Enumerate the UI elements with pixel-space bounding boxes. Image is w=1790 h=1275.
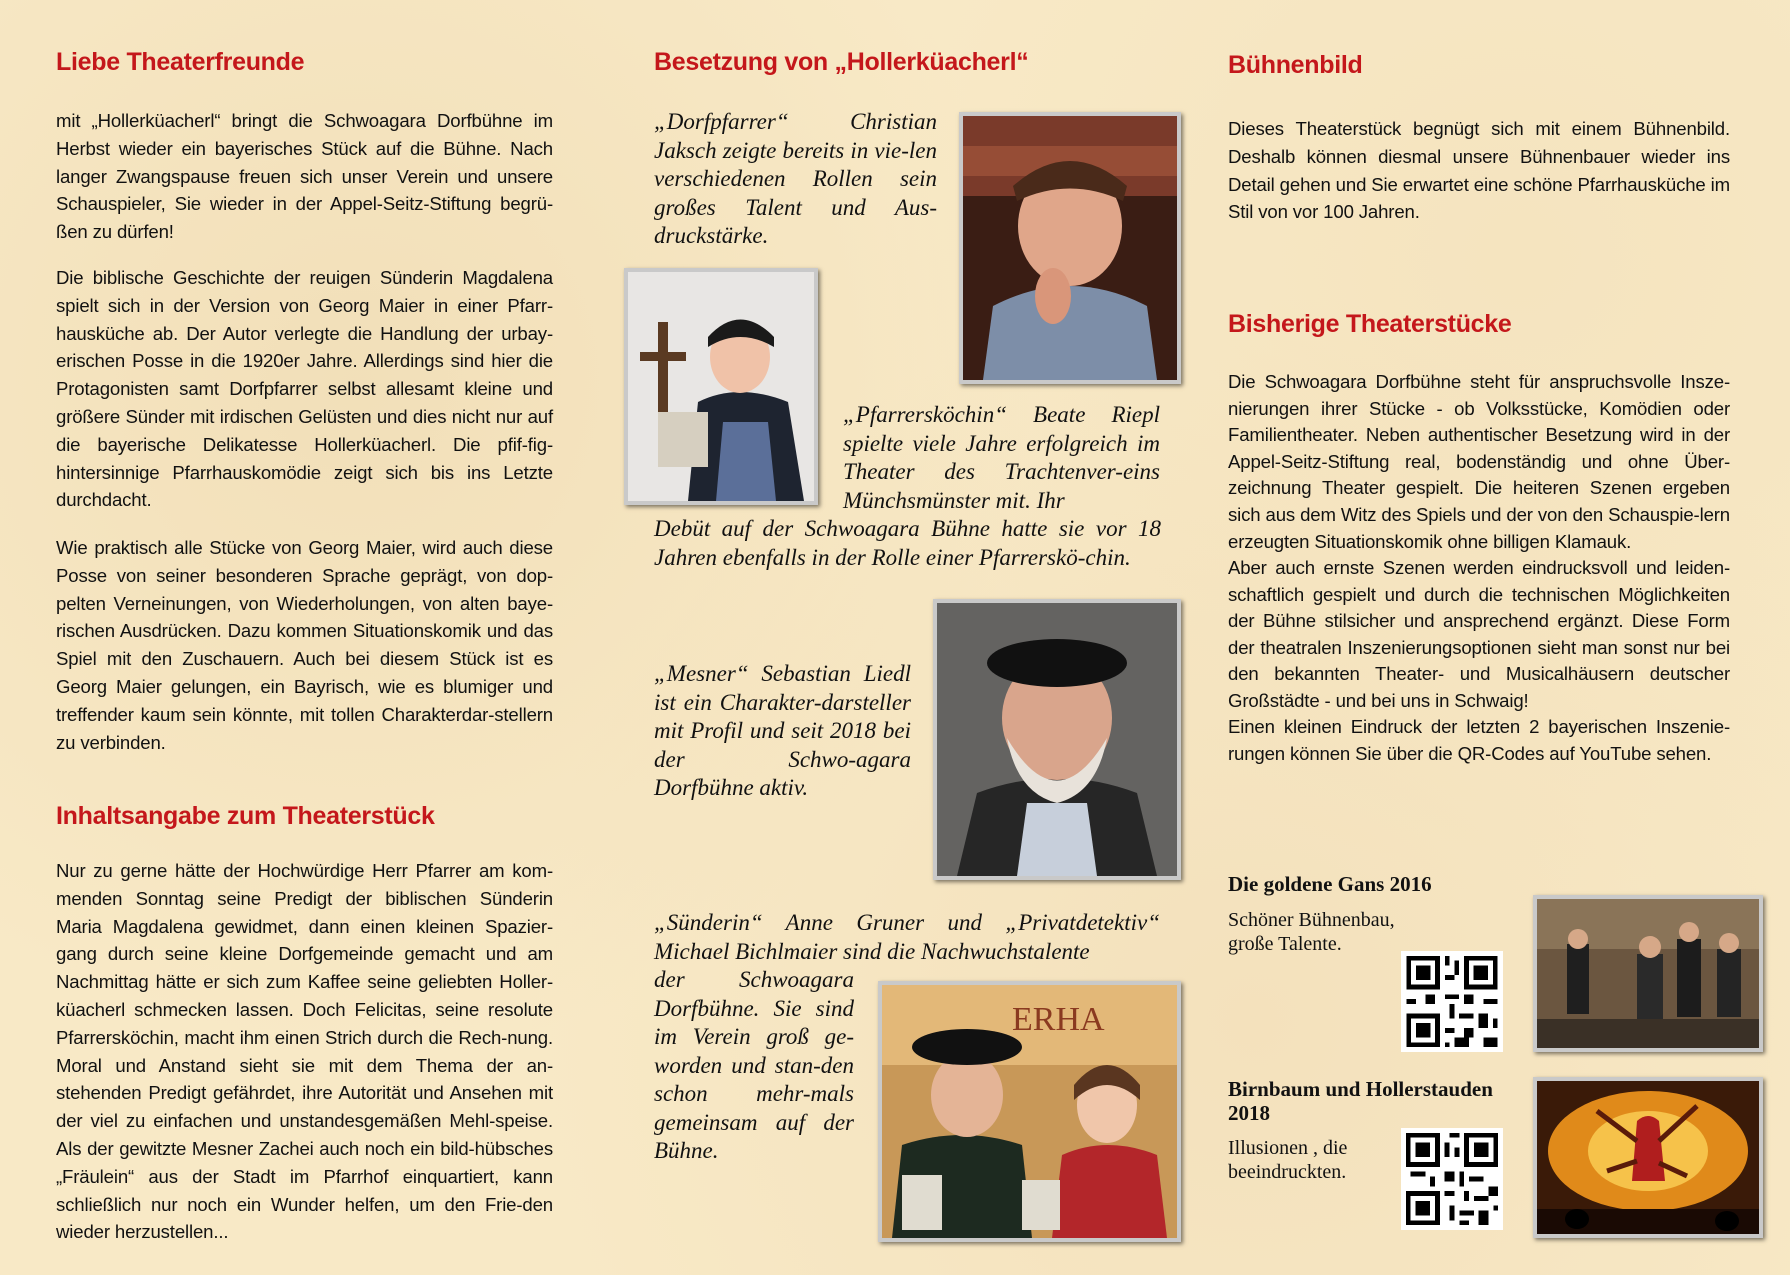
heading-buehnenbild: Bühnenbild [1228, 51, 1363, 79]
language-paragraph: Wie praktisch alle Stücke von Georg Maier, wird auch diese Posse von seiner besonderen Sprache geprägt, von dop-pelten Verneinungen, von Wiederholungen, von alten baye-rischen Ausdrücken. Dazu kommen Situationskomik und das Spiel mit den Zuschauern. Auch bei diesem Stück ist es Georg Maier gelungen, ein Bayrisch, wie es blumiger und treffender kaum sein könnte, mit tollen Charakterdar-stellern zu verbinden. [56, 537, 553, 753]
photo-goldene-gans[interactable] [1533, 895, 1763, 1052]
play1-title: Die goldene Gans 2016 [1228, 872, 1432, 896]
play2-line2: beeindruckten. [1228, 1161, 1347, 1183]
play2-line1: Illusionen , die [1228, 1137, 1348, 1159]
synopsis-paragraph: Nur zu gerne hätte der Hochwürdige Herr Pfarrer am kom-menden Sonntag seine Predigt der biblischen Sünderin Maria Magdalena gewidmet, dann einen kleinen Spazier-gang durch seine kleine Dorfgemeinde gemacht und am Nachmittag hätte er sich zum Kaffee seine geliebten Holler-küacherl schmecken lassen. Doch Felicitas, seine resolute Pfarrersköchin, macht ihm einen Strich durch die Rech-nung. Moral und Anstand sieht sie mit dem Thema der an-stehenden Predigt gefährdet, ihre Autorität und Ansehen mit der viel zu einfachen und unstandesgemäßen Mehl-speise. Als der gewitzte Mesner Zachei auch noch ein bild-hübsches „Fräulein“ aus der Stadt im Pfarrhof einquartiert, kann schließlich nur noch ein Wunder helfen, um den Frie-den wieder herzustellen... [56, 860, 553, 1243]
photo-nachwuchstalente [878, 981, 1181, 1242]
heading-inhaltsangabe: Inhaltsangabe zum Theaterstück [56, 802, 435, 830]
photo-birnbaum[interactable] [1533, 1077, 1763, 1238]
photo-mesner [933, 599, 1181, 880]
story-paragraph: Die biblische Geschichte der reuigen Sünderin Magdalena spielt sich in der Version von Georg Maier in einer Pfarr-hausküche ab. Der Autor verlegte die Handlung der urbay-erischen Posse in die 1920er Jahre. Allerdings sind hier die Protagonisten samt Dorfpfarrer selbst allesamt kleine und größere Sünder mit irdischen Gelüsten und dies nicht nur auf die bayerische Delikatesse Hollerküacherl. Die pfif-fig-hintersinnige Pfarrhauskomödie zeigt sich bis ins Letzte durchdacht. [56, 267, 553, 511]
cast-pfarrerskoechin-text-a: „Pfarrersköchin“ Beate Riepl spielte viele Jahre erfolgreich im Theater des Trachtenver-eins Münchsmünster mit. Ihr [843, 402, 1160, 513]
cast-nachwuchs-text-a: „Sünderin“ Anne Gruner und „Privatdetektiv“ Michael Bichlmaier sind die Nachwuchstalente [654, 910, 1160, 964]
cast-pfarrerskoechin-text-b: Debüt auf der Schwoagara Bühne hatte sie vor 18 Jahren ebenfalls in der Rolle einer Pfarrerskö-chin. [654, 516, 1161, 570]
play1-line1: Schöner Bühnenbau, [1228, 909, 1395, 931]
cast-mesner-text: „Mesner“ Sebastian Liedl ist ein Charakter-darsteller mit Profil und seit 2018 bei der Schwo-agara Dorfbühne aktiv. [654, 661, 911, 800]
play2-title-line1: Birnbaum und Hollerstauden [1228, 1077, 1493, 1101]
heading-besetzung: Besetzung von „Hollerküacherl“ [654, 48, 1029, 76]
intro-paragraph: mit „Hollerküacherl“ bringt die Schwoagara Dorfbühne im Herbst wieder ein bayerisches Stück auf die Bühne. Nach langer Zwangspause freuen sich unser Verein und unsere Schauspieler, Sie wieder in der Appel-Seitz-Stiftung begrü-ßen zu dürfen! [56, 110, 553, 243]
play2-title-line2: 2018 [1228, 1101, 1270, 1125]
qr-code-birnbaum[interactable] [1401, 1128, 1503, 1230]
photo-sign-text: ERHA [1012, 1001, 1105, 1038]
buehnenbild-paragraph: Dieses Theaterstück begnügt sich mit einem Bühnenbild. Deshalb können diesmal unsere Bühnenbauer wieder ins Detail gehen und Sie erwartet eine schöne Pfarrhausküche im Stil von vor 100 Jahren. [1228, 118, 1730, 223]
photo-pfarrerskoechin [624, 268, 818, 505]
play1-line2: große Talente. [1228, 933, 1342, 955]
bisherige-paragraph-2: Aber auch ernste Szenen werden eindrucksvoll und leiden-schaftlich gespielt und durch die technischen Möglichkeiten der Bühne stilsicher und ansprechend ergänzt. Diese Form der theatralen Inszenierungsoptionen sieht man sonst nur bei den bekannten Theater- und Musicalhäusern deutscher Großstädte - und bei uns in Schwaig! [1228, 557, 1730, 711]
qr-code-goldene-gans[interactable] [1401, 951, 1503, 1052]
cast-dorfpfarrer-text: „Dorfpfarrer“ Christian Jaksch zeigte bereits in vie-len verschiedenen Rollen sein großes Talent und Aus-druckstärke. [654, 109, 937, 248]
heading-bisherige-stuecke: Bisherige Theaterstücke [1228, 310, 1512, 338]
bisherige-paragraph-3: Einen kleinen Eindruck der letzten 2 bayerischen Inszenie-rungen können Sie über die QR-Codes auf YouTube sehen. [1228, 716, 1730, 764]
heading-liebe-theaterfreunde: Liebe Theaterfreunde [56, 48, 305, 76]
bisherige-paragraph-1: Die Schwoagara Dorfbühne steht für anspruchsvolle Insze-nierungen ihrer Stücke - ob Volksstücke, Komödien oder Familientheater. Neben authentischer Besetzung wird in der Appel-Seitz-Stiftung real, bodenständig und ohne Über-zeichnung Theater gespielt. Die heiteren Szenen ergeben sich aus dem Witz des Spiels und der von den Schauspie-lern erzeugten Situationskomik ohne billigen Klamauk. [1228, 371, 1730, 552]
cast-nachwuchs-text-b: der Schwoagara Dorfbühne. Sie sind im Verein groß ge-worden und stan-den schon mehr-mals gemeinsam auf der Bühne. [654, 967, 854, 1163]
photo-dorfpfarrer [959, 112, 1181, 384]
